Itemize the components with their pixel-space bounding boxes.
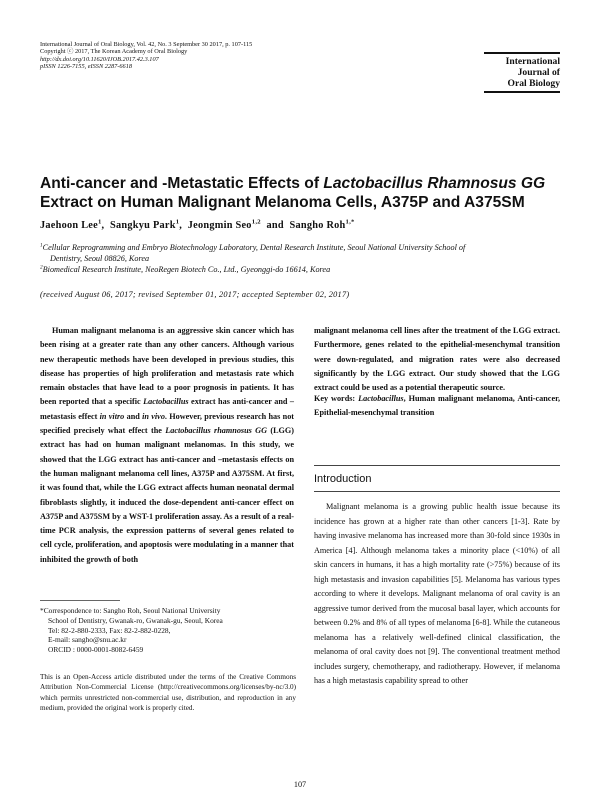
affil-sup: 1	[40, 242, 43, 249]
author-affil-sup: 1,2	[251, 218, 261, 226]
author-affil-sup: 1	[175, 218, 180, 226]
title-part1: Anti-cancer and -Metastatic Effects of	[40, 175, 324, 192]
correspondence-line: School of Dentistry, Gwanak-ro, Gwanak-gu, Seoul, Korea	[48, 615, 223, 625]
abstract-italic: Lactobacillus rhamnosus GG	[165, 426, 267, 436]
page-number: 107	[293, 780, 307, 789]
correspondence-orcid: ORCID : 0000-0001-8082-6459	[48, 645, 144, 655]
author-name: Jeongmin Seo	[187, 220, 252, 231]
abstract-italic: in vitro	[99, 411, 125, 421]
abstract-text: extract has anti-cancer and –metastasis effect	[40, 397, 294, 421]
author-name: Sangkyu Park	[110, 220, 176, 231]
title-part2: Extract on Human Malignant Melanoma Cells, A375P and A375SM	[40, 194, 525, 211]
affiliation-1	[40, 242, 570, 253]
correspondence-line: *Correspondence to: Sangho Roh, Seoul National University	[40, 606, 221, 615]
article-title	[40, 174, 570, 212]
abstract-right-column: malignant melanoma cell lines after the treatment of the LGG extract. Furthermore, genes related to the epithelial-mesenchymal transition were down-regulated, and migration rates were also decreased significantly by the LGG extract. Our study showed that the LGG extract could be used as a potential therapeutic source.	[314, 326, 560, 393]
correspondence-email[interactable]: E-mail: sangho@snu.ac.kr	[48, 635, 127, 645]
affiliation-2-text: Biomedical Research Institute, NeoRegen Biotech Co., Ltd., Gyeonggi-do 16614, Korea	[42, 265, 331, 274]
footnote-rule	[40, 600, 120, 601]
affil-sup: 2	[40, 264, 43, 271]
section-rule-bottom	[314, 491, 560, 492]
keywords-rest: , Human malignant melanoma, Anti-cancer, Epithelial-mesenchymal transition	[314, 394, 561, 418]
author-name: Jaehoon Lee	[40, 220, 98, 231]
affiliation-2	[40, 264, 570, 275]
author-name: Sangho Roh	[289, 220, 346, 231]
title-italic: Lactobacillus Rhamnosus GG	[323, 175, 546, 192]
affiliation-1-line2: Dentistry, Seoul 08826, Korea	[50, 254, 150, 263]
abstract-text: and	[124, 411, 143, 421]
journal-name-line2: Journal of	[517, 67, 560, 78]
header-copyright: Copyright ⓒ 2017, The Korean Academy of Oral Biology	[40, 48, 188, 56]
journal-name-line1: International	[505, 56, 560, 67]
keywords	[314, 392, 560, 421]
header-doi[interactable]: http://dx.doi.org/10.11620/IJOB.2017.42.3.107	[40, 55, 159, 63]
abstract-italic: in vivo	[142, 411, 165, 421]
affiliation-1-line1: Cellular Reprogramming and Embryo Biotechnology Laboratory, Dental Research Institute, Seoul National University School of	[42, 243, 466, 252]
author-affil-sup: 1,*	[345, 218, 355, 226]
keywords-label: Key words:	[314, 394, 359, 403]
open-access-notice: This is an Open-Access article distributed under the terms of the Creative Commons Attribution Non-Commercial License (http://creativecommons.org/licenses/by-nc/3.0) which permits unrestricted non-commercial use, distribution, and reproduction in any medium, provided the original work is properly cited.	[40, 673, 296, 712]
received-dates: (received August 06, 2017; revised September 01, 2017; accepted September 02, 2017)	[40, 290, 350, 299]
abstract-left-column	[40, 324, 294, 567]
journal-name-line3: Oral Biology	[507, 78, 560, 89]
abstract-text: Human malignant melanoma is an aggressive skin cancer which has been rising at a greater rate than any other cancers. Although various new therapeutic methods have been developed in previous studies, this disease has properties of high proliferation and metastasis rate which remain obstacles that have lead to a poor prognosis in patients. It has been reported that a specific	[40, 326, 294, 407]
section-rule-top	[314, 465, 560, 466]
introduction-text	[314, 500, 560, 689]
header-issn: pISSN 1226-7155, eISSN 2287-6618	[40, 62, 132, 70]
journal-logo-box	[484, 52, 560, 93]
intro-paragraph: Malignant melanoma is a growing public health issue because its incidence has grown at a higher rate than other cancers [1-3]. Rate by having invasive melanoma has increased more than 30-fold since 1930s in America [4]. Although melanoma takes a minority place (<10%) of all skin cancers in humans, it has a high mortality rate (>75%) because of its high metastasis and invasion capabilities [5]. Melanoma has various types according to where it develops. Malignant melanoma of oral cavity is an aggressive tumor derived from the mucosal basal layer, which accounts for between 0.2% and 8% of all types of melanoma [6-8]. While the cutaneous melanoma has a relatively well-defined clinical classification, the melanoma of oral cavity does not [9]. The conventional treatment method includes surgery, chemotherapy, and radiotherapy. However, if melanoma has a high metastasis capability spread to other	[314, 502, 560, 685]
author-list: Jaehoon Lee$^1$, Sangkyu Park$^1$, Jeongmin Seo$^{1,2}$ and Sangho Roh$^{1,*}$	[40, 218, 355, 231]
correspondence-note	[40, 606, 296, 655]
section-heading-introduction: Introduction	[314, 473, 372, 485]
correspondence-line: Tel: 82-2-880-2333, Fax: 82-2-882-0228,	[48, 625, 171, 635]
journal-header	[40, 41, 340, 70]
abstract-text: . However, previous research has not specified precisely what effect the	[40, 411, 295, 436]
author-and: and	[266, 220, 284, 231]
header-citation: International Journal of Oral Biology, Vol. 42, No. 3 September 30 2017, p. 107-115	[40, 41, 253, 48]
abstract-text: (LGG) extract has had on human malignant melanomas. In this study, we showed that the LGG extract has anti-cancer and –metastasis effects on the human malignant melanoma cell lines, A375P and A375SM. At first, it was found that, while the LGG extract affects human neonatal dermal fibroblasts slightly, it induced the dose-dependent anti-cancer effect on A375P and A375SM by a WST-1 proliferation assay. As a result of a real-time PCR analysis, the expression patterns of several genes related to cell cycle, proliferation, and apoptosis were modulating in a manner that inhibited the growth of both	[40, 426, 294, 564]
abstract-italic: Lactobacillus	[143, 397, 189, 407]
keyword-italic: Lactobacillus	[358, 394, 404, 403]
author-affil-sup: 1	[97, 218, 102, 226]
affiliations	[40, 242, 570, 275]
